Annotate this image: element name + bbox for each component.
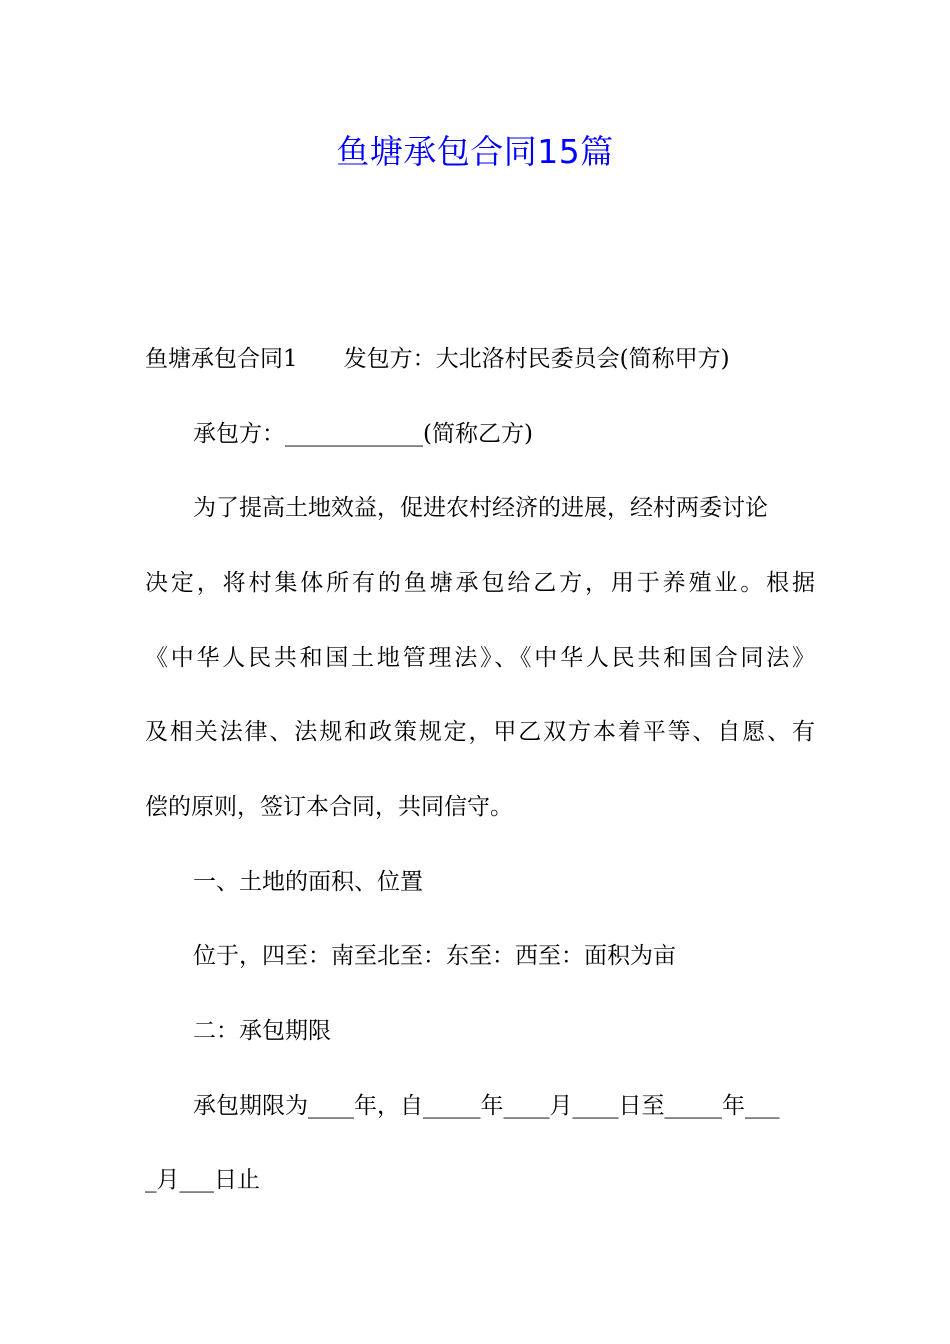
party-a-text: 发包方：大北洛村民委员会(简称甲方) <box>343 346 730 372</box>
document-title: 鱼塘承包合同15篇 <box>336 132 614 171</box>
section-1-heading: 一、土地的面积、位置 <box>193 869 423 895</box>
preamble-line-2: 决定，将村集体所有的鱼塘承包给乙方，用于养殖业。根据 <box>145 570 815 596</box>
section-2-line-1: 承包期限为____年，自_____年____月____日至_____年___ <box>193 1093 780 1119</box>
preamble-line-3: 《中华人民共和国土地管理法》、《中华人民共和国合同法》 <box>145 645 815 671</box>
preamble-line-4: 及相关法律、法规和政策规定，甲乙双方本着平等、自愿、有 <box>145 719 815 745</box>
section-1-text: 位于，四至：南至北至：东至：西至：面积为亩 <box>193 943 676 969</box>
section-2-heading: 二：承包期限 <box>193 1018 331 1044</box>
contract-heading-label: 鱼塘承包合同1 <box>145 346 298 372</box>
preamble-line-5: 偿的原则，签订本合同，共同信守。 <box>145 794 513 820</box>
section-2-line-2: _月___日止 <box>145 1167 260 1193</box>
party-b-text: 承包方：____________(简称乙方) <box>193 421 533 447</box>
contract-heading-line <box>145 341 815 377</box>
preamble-line-1: 为了提高土地效益，促进农村经济的进展，经村两委讨论 <box>193 495 768 521</box>
